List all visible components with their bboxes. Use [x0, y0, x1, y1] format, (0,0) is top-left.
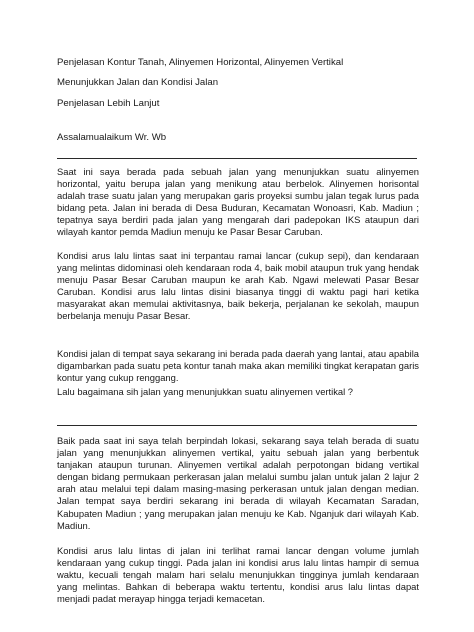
subtitle-road-conditions: Menunjukkan Jalan dan Kondisi Jalan	[57, 77, 219, 88]
paragraph-horizontal-alignment: Saat ini saya berada pada sebuah jalan yang menunjukkan suatu alinyemen horizontal, yaitu berupa jalan yang menikung atau berbelok. Alinyemen horisontal adalah trase suatu jalan yang merupakan garis proyeksi sumbu jalan tegak lurus pada bidang peta. Jalan ini berada di Desa Buduran, Kecamatan Wonoasri, Kab. Madiun ; tepatnya saya berdiri pada jalan yang mengarah dari padepokan IKS ataupun dari wilayah kantor pemda Madiun menuju ke Pasar Besar Caruban.	[57, 166, 419, 238]
paragraph-traffic-vertical: Kondisi arus lalu lintas di jalan ini terlihat ramai lancar dengan volume jumlah kendaraan yang cukup tinggi. Pada jalan ini kondisi arus lalu lintas hampir di semua waktu, kecuali tengah malam hari selalu menunjukkan tingginya jumlah kendaraan yang melintas. Bahkan di beberapa waktu tertentu, kondisi arus lalu lintas dapat menjadi padat merayap hingga terjadi kemacetan.	[57, 545, 419, 605]
document-title: Penjelasan Kontur Tanah, Alinyemen Horizontal, Alinyemen Vertikal	[57, 57, 344, 68]
greeting: Assalamualaikum Wr. Wb	[57, 132, 167, 143]
subtitle-further-explanation: Penjelasan Lebih Lanjut	[57, 98, 160, 109]
paragraph-vertical-alignment: Baik pada saat ini saya telah berpindah lokasi, sekarang saya telah berada di suatu jalan yang menunjukkan alinyemen vertikal, yaitu sebuah jalan yang berbentuk tanjakan ataupun turunan. Alinyemen vertikal adalah perpotongan bidang vertikal dengan bidang permukaan perkerasan jalan melalui sumbu jalan untuk jalan 2 lajur 2 arah atau melalui tepi dalam masing-masing perkerasan untuk jalan dengan median. Jalan tempat saya berdiri sekarang ini berada di wilayah Kecamatan Saradan, Kabupaten Madiun ; yang merupakan jalan menuju ke Kab. Nganjuk dari wilayah Kab. Madiun.	[57, 435, 419, 531]
paragraph-traffic-horizontal: Kondisi arus lalu lintas saat ini terpantau ramai lancar (cukup sepi), dan kendaraan yang melintas didominasi oleh kendaraan roda 4, baik mobil ataupun truk yang hendak menuju Pasar Besar Caruban maupun ke arah Kab. Ngawi melewati Pasar Besar Caruban. Kondisi arus lalu lintas disini biasanya tinggi di waktu pagi hari ketika masyarakat akan memulai aktivitasnya, baik bekerja, perjalanan ke sekolah, maupun berbelanja menuju Pasar Besar.	[57, 250, 419, 322]
section-divider-1	[57, 158, 417, 159]
question-vertical-alignment: Lalu bagaimana sih jalan yang menunjukkan suatu alinyemen vertikal ?	[57, 386, 354, 397]
section-divider-2	[57, 425, 417, 426]
paragraph-contour: Kondisi jalan di tempat saya sekarang ini berada pada daerah yang lantai, atau apabila digambarkan pada suatu peta kontur tanah maka akan memiliki tingkat kerapatan garis kontur yang cukup renggang.	[57, 348, 419, 384]
